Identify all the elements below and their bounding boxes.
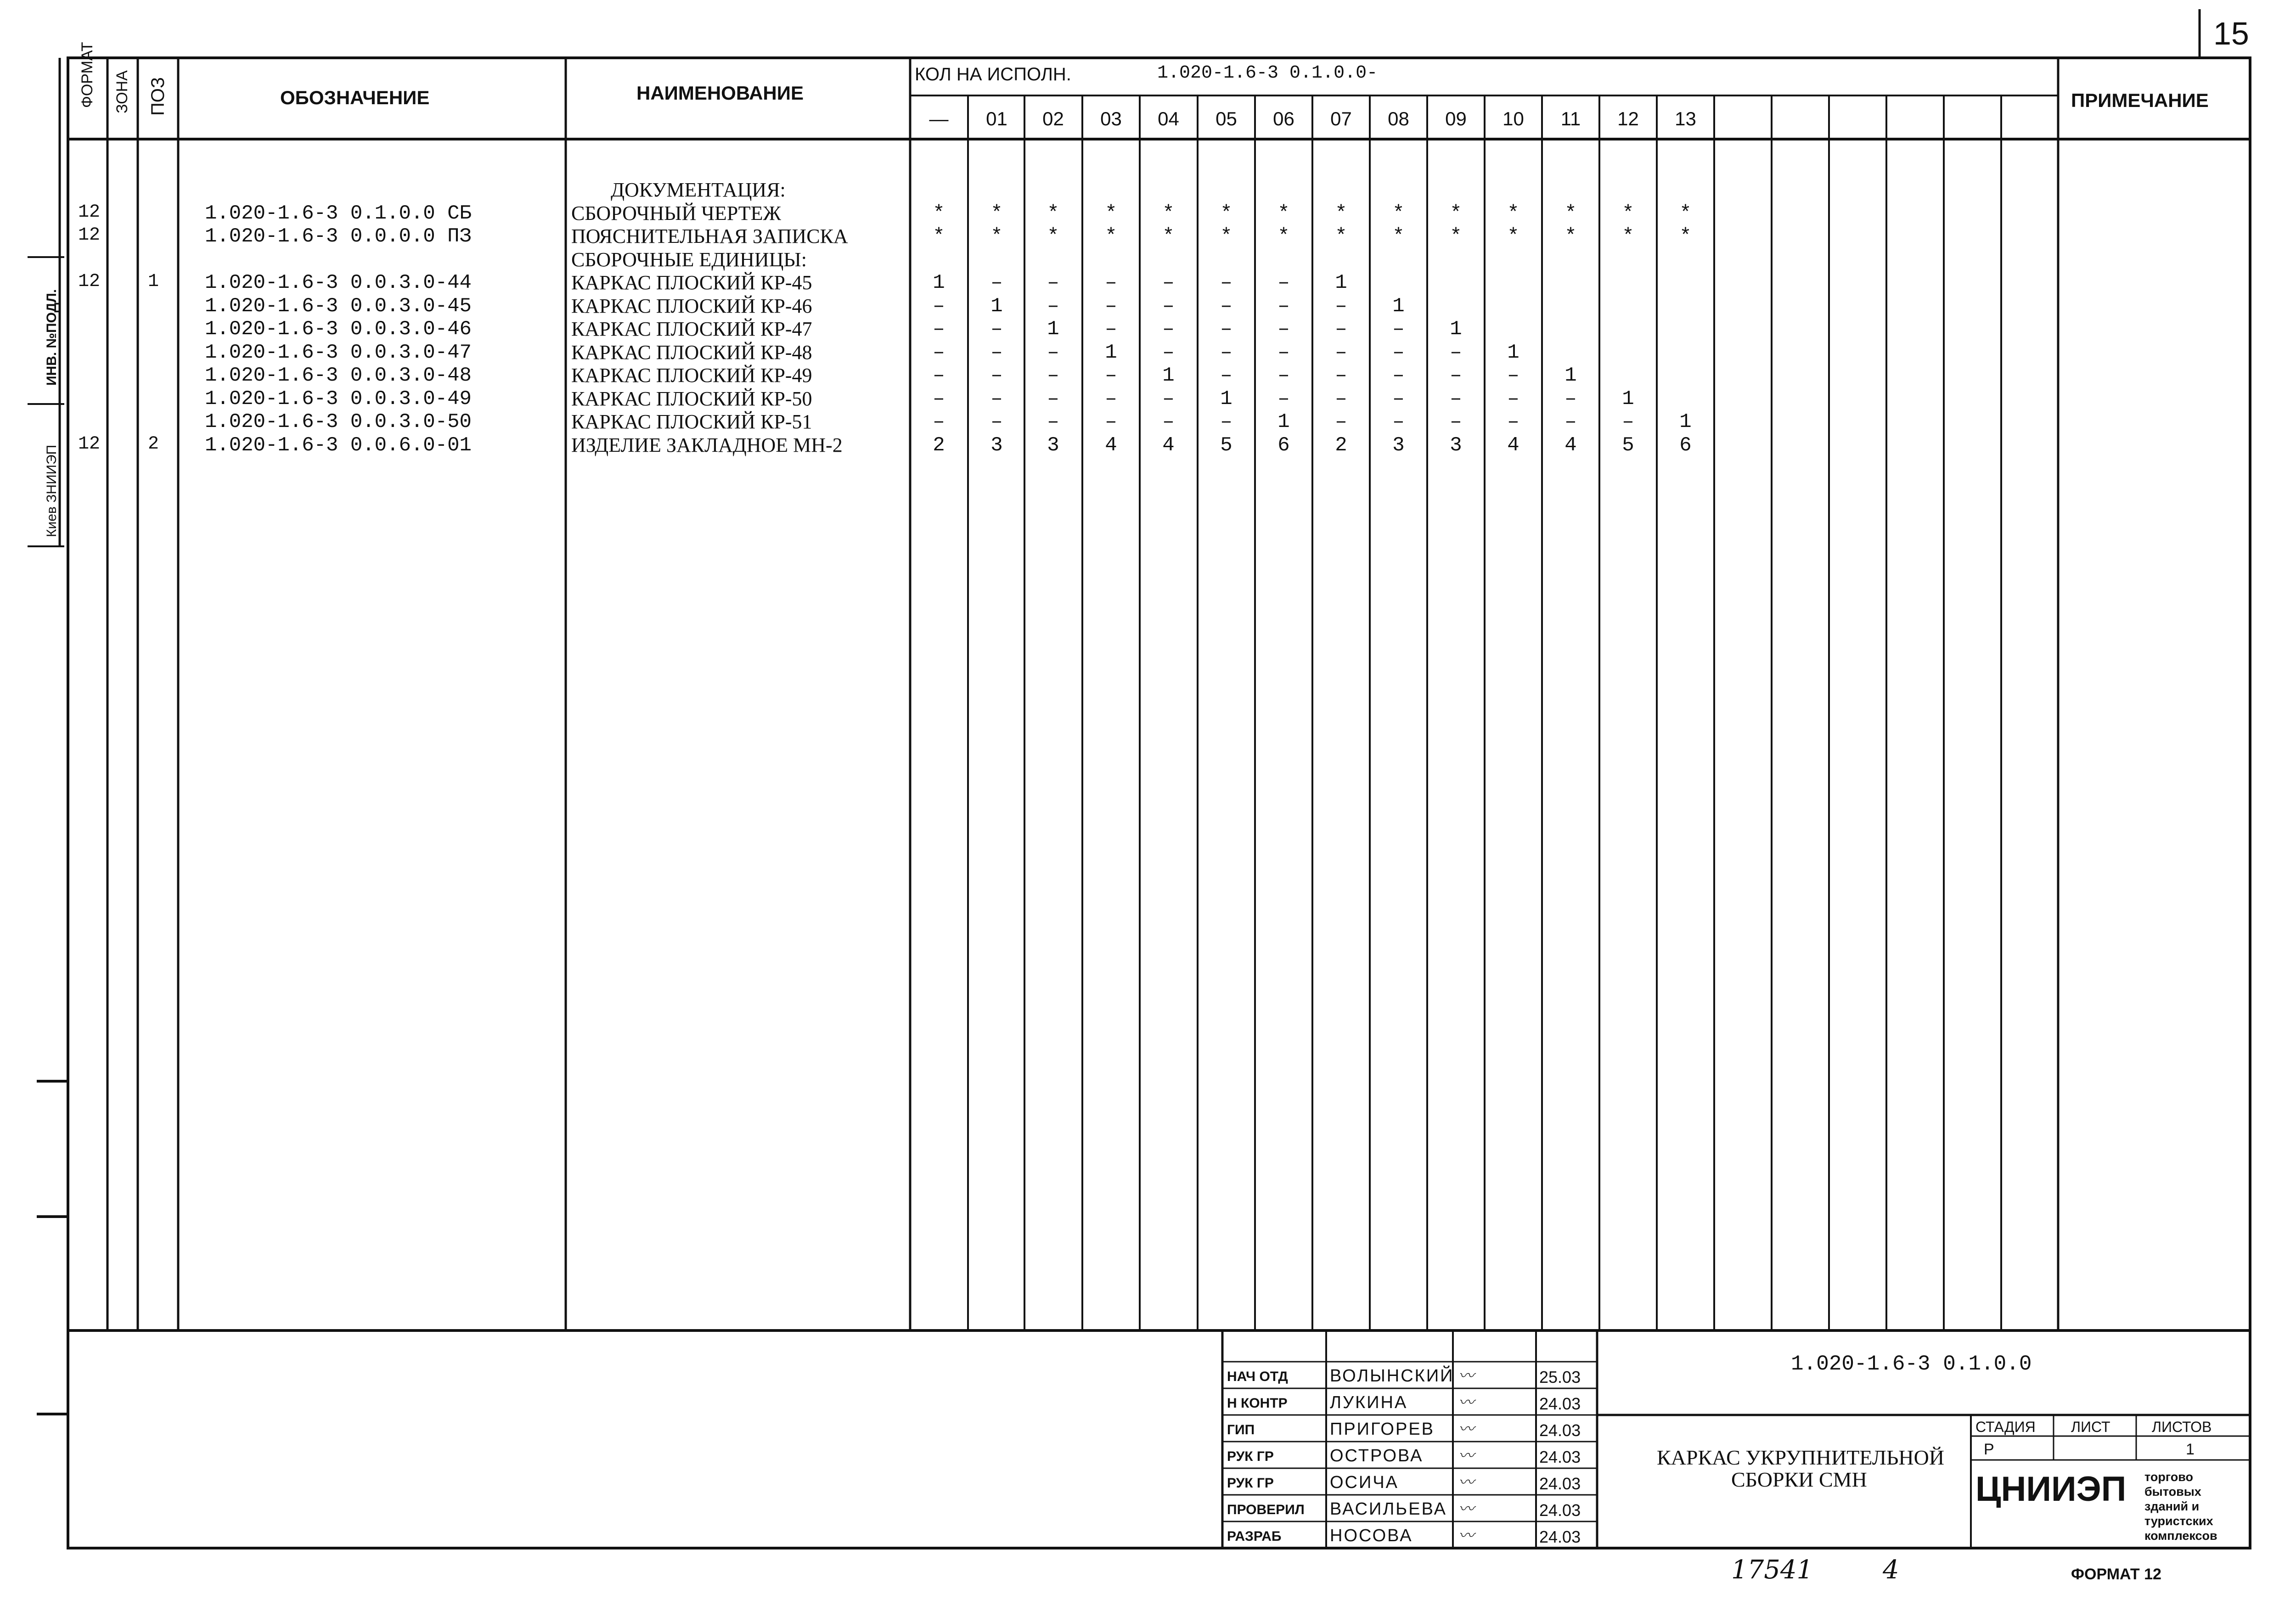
row-format: 12 [78,271,101,292]
signer-name: ВАСИЛЬЕВА [1330,1499,1447,1519]
signer-date: 24.03 [1539,1474,1581,1493]
qty-cell: 1 [1507,341,1519,364]
sheets-value: 1 [2186,1441,2195,1458]
row-name: КАРКАС ПЛОСКИЙ КР-49 [571,364,812,387]
doc-code: 1.020-1.6-3 0.1.0.0 [1791,1352,2032,1376]
row-name: ИЗДЕЛИЕ ЗАКЛАДНОЕ МН-2 [571,433,843,456]
qty-cell: – [1220,271,1232,294]
header-note: ПРИМЕЧАНИЕ [2071,90,2209,111]
stage-label: СТАДИЯ [1975,1419,2036,1435]
qty-cell: * [1105,202,1117,225]
signer-date: 24.03 [1539,1394,1581,1413]
org-sub-1: торгово [2144,1470,2193,1484]
row-name: КАРКАС ПЛОСКИЙ КР-50 [571,387,812,410]
qty-cell: * [933,225,945,248]
qty-cell: – [1047,364,1059,387]
row-format: 12 [78,433,101,455]
row-pos: 2 [148,433,159,455]
qty-cell: 1 [1392,294,1405,318]
qty-cell: – [1335,294,1347,318]
signer-name: НОСОВА [1330,1526,1413,1545]
qty-cell: 3 [1450,433,1462,457]
qty-cell: – [1450,410,1462,433]
qty-cell: – [990,410,1003,433]
qty-cell: – [1277,318,1290,341]
qty-cell: * [1105,225,1117,248]
qty-cell: 1 [1162,364,1175,387]
row-name: ПОЯСНИТЕЛЬНАЯ ЗАПИСКА [571,225,848,247]
margin-inventory-stamp: ИНВ. №ПОДЛ. [44,289,59,386]
qty-cell: – [1105,271,1117,294]
qty-cell: – [1450,387,1462,410]
qty-cell: – [933,318,945,341]
qty-cell: – [1277,341,1290,364]
signer-name: ЛУКИНА [1330,1393,1408,1412]
qty-cell: – [1047,271,1059,294]
row-name: КАРКАС ПЛОСКИЙ КР-46 [571,294,812,317]
signer-role: ПРОВЕРИЛ [1227,1502,1305,1517]
qty-cell: 5 [1220,433,1232,457]
qty-cell: – [1162,271,1175,294]
qty-cell: – [1220,318,1232,341]
qty-cell: * [1679,202,1692,225]
qty-cell: * [1450,202,1462,225]
header-name: НАИМЕНОВАНИЕ [636,82,804,104]
signature-mark: 〰 [1458,1473,1474,1492]
qty-cell: – [1047,294,1059,318]
signature-mark: 〰 [1458,1527,1474,1545]
qty-cell: 3 [990,433,1003,457]
qty-cell: – [933,387,945,410]
qty-cell: 4 [1162,433,1175,457]
qty-cell: 6 [1277,433,1290,457]
qty-cell: – [1392,410,1405,433]
qty-cell: – [1392,341,1405,364]
variant-header: 04 [1158,108,1179,129]
qty-cell: * [933,202,945,225]
row-designation: 1.020-1.6-3 0.0.3.0-50 [205,410,472,433]
qty-cell: – [1277,271,1290,294]
header-qty-label: КОЛ НА ИСПОЛН. [915,64,1071,84]
qty-cell: 1 [1564,364,1577,387]
qty-cell: – [1162,341,1175,364]
qty-cell: – [1220,364,1232,387]
signer-name: ОСИЧА [1330,1473,1399,1492]
qty-cell: – [990,387,1003,410]
signer-date: 25.03 [1539,1368,1581,1386]
signer-role: РУК ГР [1227,1449,1274,1464]
qty-cell: – [1277,294,1290,318]
qty-cell: – [1162,294,1175,318]
header-zone: ЗОНА [113,70,131,113]
qty-cell: – [1392,364,1405,387]
qty-cell: – [1162,410,1175,433]
signature-mark: 〰 [1458,1367,1474,1385]
org-name: ЦНИИЭП [1975,1470,2127,1509]
qty-cell: – [1564,387,1577,410]
qty-cell: * [1277,225,1290,248]
qty-cell: 4 [1105,433,1117,457]
signature-mark: 〰 [1458,1447,1474,1465]
signer-date: 24.03 [1539,1501,1581,1520]
row-designation: 1.020-1.6-3 0.0.6.0-01 [205,433,472,457]
signer-role: РУК ГР [1227,1476,1274,1491]
qty-cell: – [1105,410,1117,433]
qty-cell: 2 [1335,433,1347,457]
variant-header: 11 [1560,108,1581,129]
qty-cell: 1 [1335,271,1347,294]
qty-cell: 1 [1450,318,1462,341]
row-name: КАРКАС ПЛОСКИЙ КР-51 [571,410,812,433]
qty-cell: – [1507,364,1519,387]
qty-cell: – [1335,318,1347,341]
qty-cell: – [933,410,945,433]
qty-cell: – [1220,410,1232,433]
qty-cell: – [1392,318,1405,341]
qty-cell: 4 [1507,433,1519,457]
qty-cell: – [1335,410,1347,433]
qty-cell: – [1564,410,1577,433]
qty-cell: – [1392,387,1405,410]
qty-cell: – [933,364,945,387]
row-designation: 1.020-1.6-3 0.1.0.0 СБ [205,202,472,225]
margin-institute-stamp: Киев ЗНИИЭП [44,444,59,537]
qty-cell: – [1105,387,1117,410]
variant-header: 01 [986,108,1007,129]
qty-cell: – [990,318,1003,341]
variant-header: 07 [1330,108,1352,129]
qty-cell: – [990,341,1003,364]
qty-cell: 1 [1622,387,1634,410]
row-format: 12 [78,202,101,223]
qty-cell: * [1335,225,1347,248]
qty-cell: – [1335,364,1347,387]
qty-cell: 5 [1622,433,1634,457]
org-sub-4: туристских [2144,1514,2213,1528]
qty-cell: – [1220,294,1232,318]
qty-cell: – [1622,410,1634,433]
qty-cell: 3 [1047,433,1059,457]
qty-cell: * [1220,202,1232,225]
row-designation: 1.020-1.6-3 0.0.3.0-44 [205,271,472,294]
page-corner-number: 15 [2213,16,2249,51]
variant-header: 10 [1503,108,1524,129]
qty-cell: – [1162,318,1175,341]
qty-cell: * [1047,225,1059,248]
signer-date: 24.03 [1539,1448,1581,1466]
qty-cell: – [1507,410,1519,433]
doc-title-line2: СБОРКИ СМН [1731,1468,1867,1491]
qty-cell: – [1450,341,1462,364]
qty-cell: * [1622,202,1634,225]
qty-cell: – [1047,410,1059,433]
qty-cell: * [1679,225,1692,248]
signature-mark: 〰 [1458,1393,1474,1412]
qty-cell: * [1622,225,1634,248]
stage-value: Р [1984,1441,1994,1458]
row-designation: 1.020-1.6-3 0.0.3.0-46 [205,318,472,341]
variant-header: 05 [1216,108,1237,129]
doc-title-line1: КАРКАС УКРУПНИТЕЛЬНОЙ [1657,1446,1945,1469]
qty-cell: * [1162,202,1175,225]
qty-cell: – [1277,364,1290,387]
qty-cell: 6 [1679,433,1692,457]
row-name: КАРКАС ПЛОСКИЙ КР-45 [571,271,812,294]
qty-cell: – [990,271,1003,294]
row-designation: 1.020-1.6-3 0.0.0.0 ПЗ [205,225,472,248]
qty-cell: – [1507,387,1519,410]
qty-cell: * [1047,202,1059,225]
inventory-number: 17541 [1731,1555,1813,1585]
qty-cell: 1 [1679,410,1692,433]
qty-cell: – [1105,294,1117,318]
header-qty-base: 1.020-1.6-3 0.1.0.0- [1157,63,1378,84]
qty-cell: 2 [933,433,945,457]
signer-date: 24.03 [1539,1421,1581,1440]
signer-role: Н КОНТР [1227,1396,1288,1411]
row-designation: 1.020-1.6-3 0.0.3.0-47 [205,341,472,364]
signer-name: ВОЛЫНСКИЙ [1330,1366,1454,1386]
qty-cell: – [1335,387,1347,410]
org-sub-5: комплексов [2144,1529,2217,1543]
row-pos: 1 [148,271,159,292]
qty-cell: 4 [1564,433,1577,457]
qty-cell: * [1507,202,1519,225]
signature-mark: 〰 [1458,1500,1474,1518]
qty-cell: – [1450,364,1462,387]
qty-cell: 3 [1392,433,1405,457]
variant-header: 13 [1675,108,1696,129]
row-designation: 1.020-1.6-3 0.0.3.0-45 [205,294,472,318]
qty-cell: * [990,202,1003,225]
qty-cell: * [1162,225,1175,248]
qty-cell: – [1105,364,1117,387]
row-designation: 1.020-1.6-3 0.0.3.0-49 [205,387,472,410]
org-sub-2: бытовых [2144,1485,2201,1499]
qty-cell: 1 [990,294,1003,318]
sheet-label: ЛИСТ [2071,1419,2110,1435]
variant-header: 03 [1100,108,1122,129]
variant-header: — [929,108,949,129]
signer-role: РАЗРАБ [1227,1529,1282,1544]
row-name: ДОКУМЕНТАЦИЯ: [611,179,786,201]
variant-header: 06 [1273,108,1294,129]
qty-cell: – [933,294,945,318]
signer-date: 24.03 [1539,1527,1581,1546]
header-pos: ПОЗ [148,77,168,116]
footer-page: 4 [1883,1555,1899,1585]
row-name: КАРКАС ПЛОСКИЙ КР-47 [571,318,812,340]
qty-cell: * [1450,225,1462,248]
row-name: КАРКАС ПЛОСКИЙ КР-48 [571,341,812,364]
qty-cell: * [1335,202,1347,225]
footer-format: ФОРМАТ 12 [2071,1566,2161,1583]
qty-cell: * [1564,225,1577,248]
qty-cell: – [1105,318,1117,341]
qty-cell: – [1220,341,1232,364]
qty-cell: 1 [933,271,945,294]
qty-cell: – [990,364,1003,387]
header-format: ФОРМАТ [79,42,96,108]
signature-mark: 〰 [1458,1420,1474,1438]
qty-cell: 1 [1105,341,1117,364]
signer-role: НАЧ ОТД [1227,1369,1288,1384]
qty-cell: * [1277,202,1290,225]
row-format: 12 [78,225,101,246]
org-sub-3: зданий и [2144,1499,2200,1513]
qty-cell: 1 [1047,318,1059,341]
qty-cell: – [1047,387,1059,410]
qty-cell: – [1162,387,1175,410]
qty-cell: * [1507,225,1519,248]
qty-cell: – [933,341,945,364]
qty-cell: 1 [1277,410,1290,433]
variant-header: 08 [1388,108,1409,129]
qty-cell: – [1277,387,1290,410]
row-name: СБОРОЧНЫЕ ЕДИНИЦЫ: [571,248,807,271]
signer-name: ОСТРОВА [1330,1446,1424,1465]
qty-cell: * [1564,202,1577,225]
qty-cell: * [1392,202,1405,225]
variant-header: 09 [1445,108,1467,129]
sheets-label: ЛИСТОВ [2152,1419,2212,1435]
qty-cell: – [1047,341,1059,364]
qty-cell: * [990,225,1003,248]
variant-header: 02 [1042,108,1064,129]
row-name: СБОРОЧНЫЙ ЧЕРТЕЖ [571,202,781,225]
qty-cell: * [1220,225,1232,248]
signer-name: ПРИГОРЕВ [1330,1420,1435,1439]
row-designation: 1.020-1.6-3 0.0.3.0-48 [205,364,472,387]
header-designation: ОБОЗНАЧЕНИЕ [280,87,430,108]
signer-role: ГИП [1227,1422,1255,1437]
qty-cell: – [1335,341,1347,364]
qty-cell: 1 [1220,387,1232,410]
qty-cell: * [1392,225,1405,248]
variant-header: 12 [1617,108,1639,129]
